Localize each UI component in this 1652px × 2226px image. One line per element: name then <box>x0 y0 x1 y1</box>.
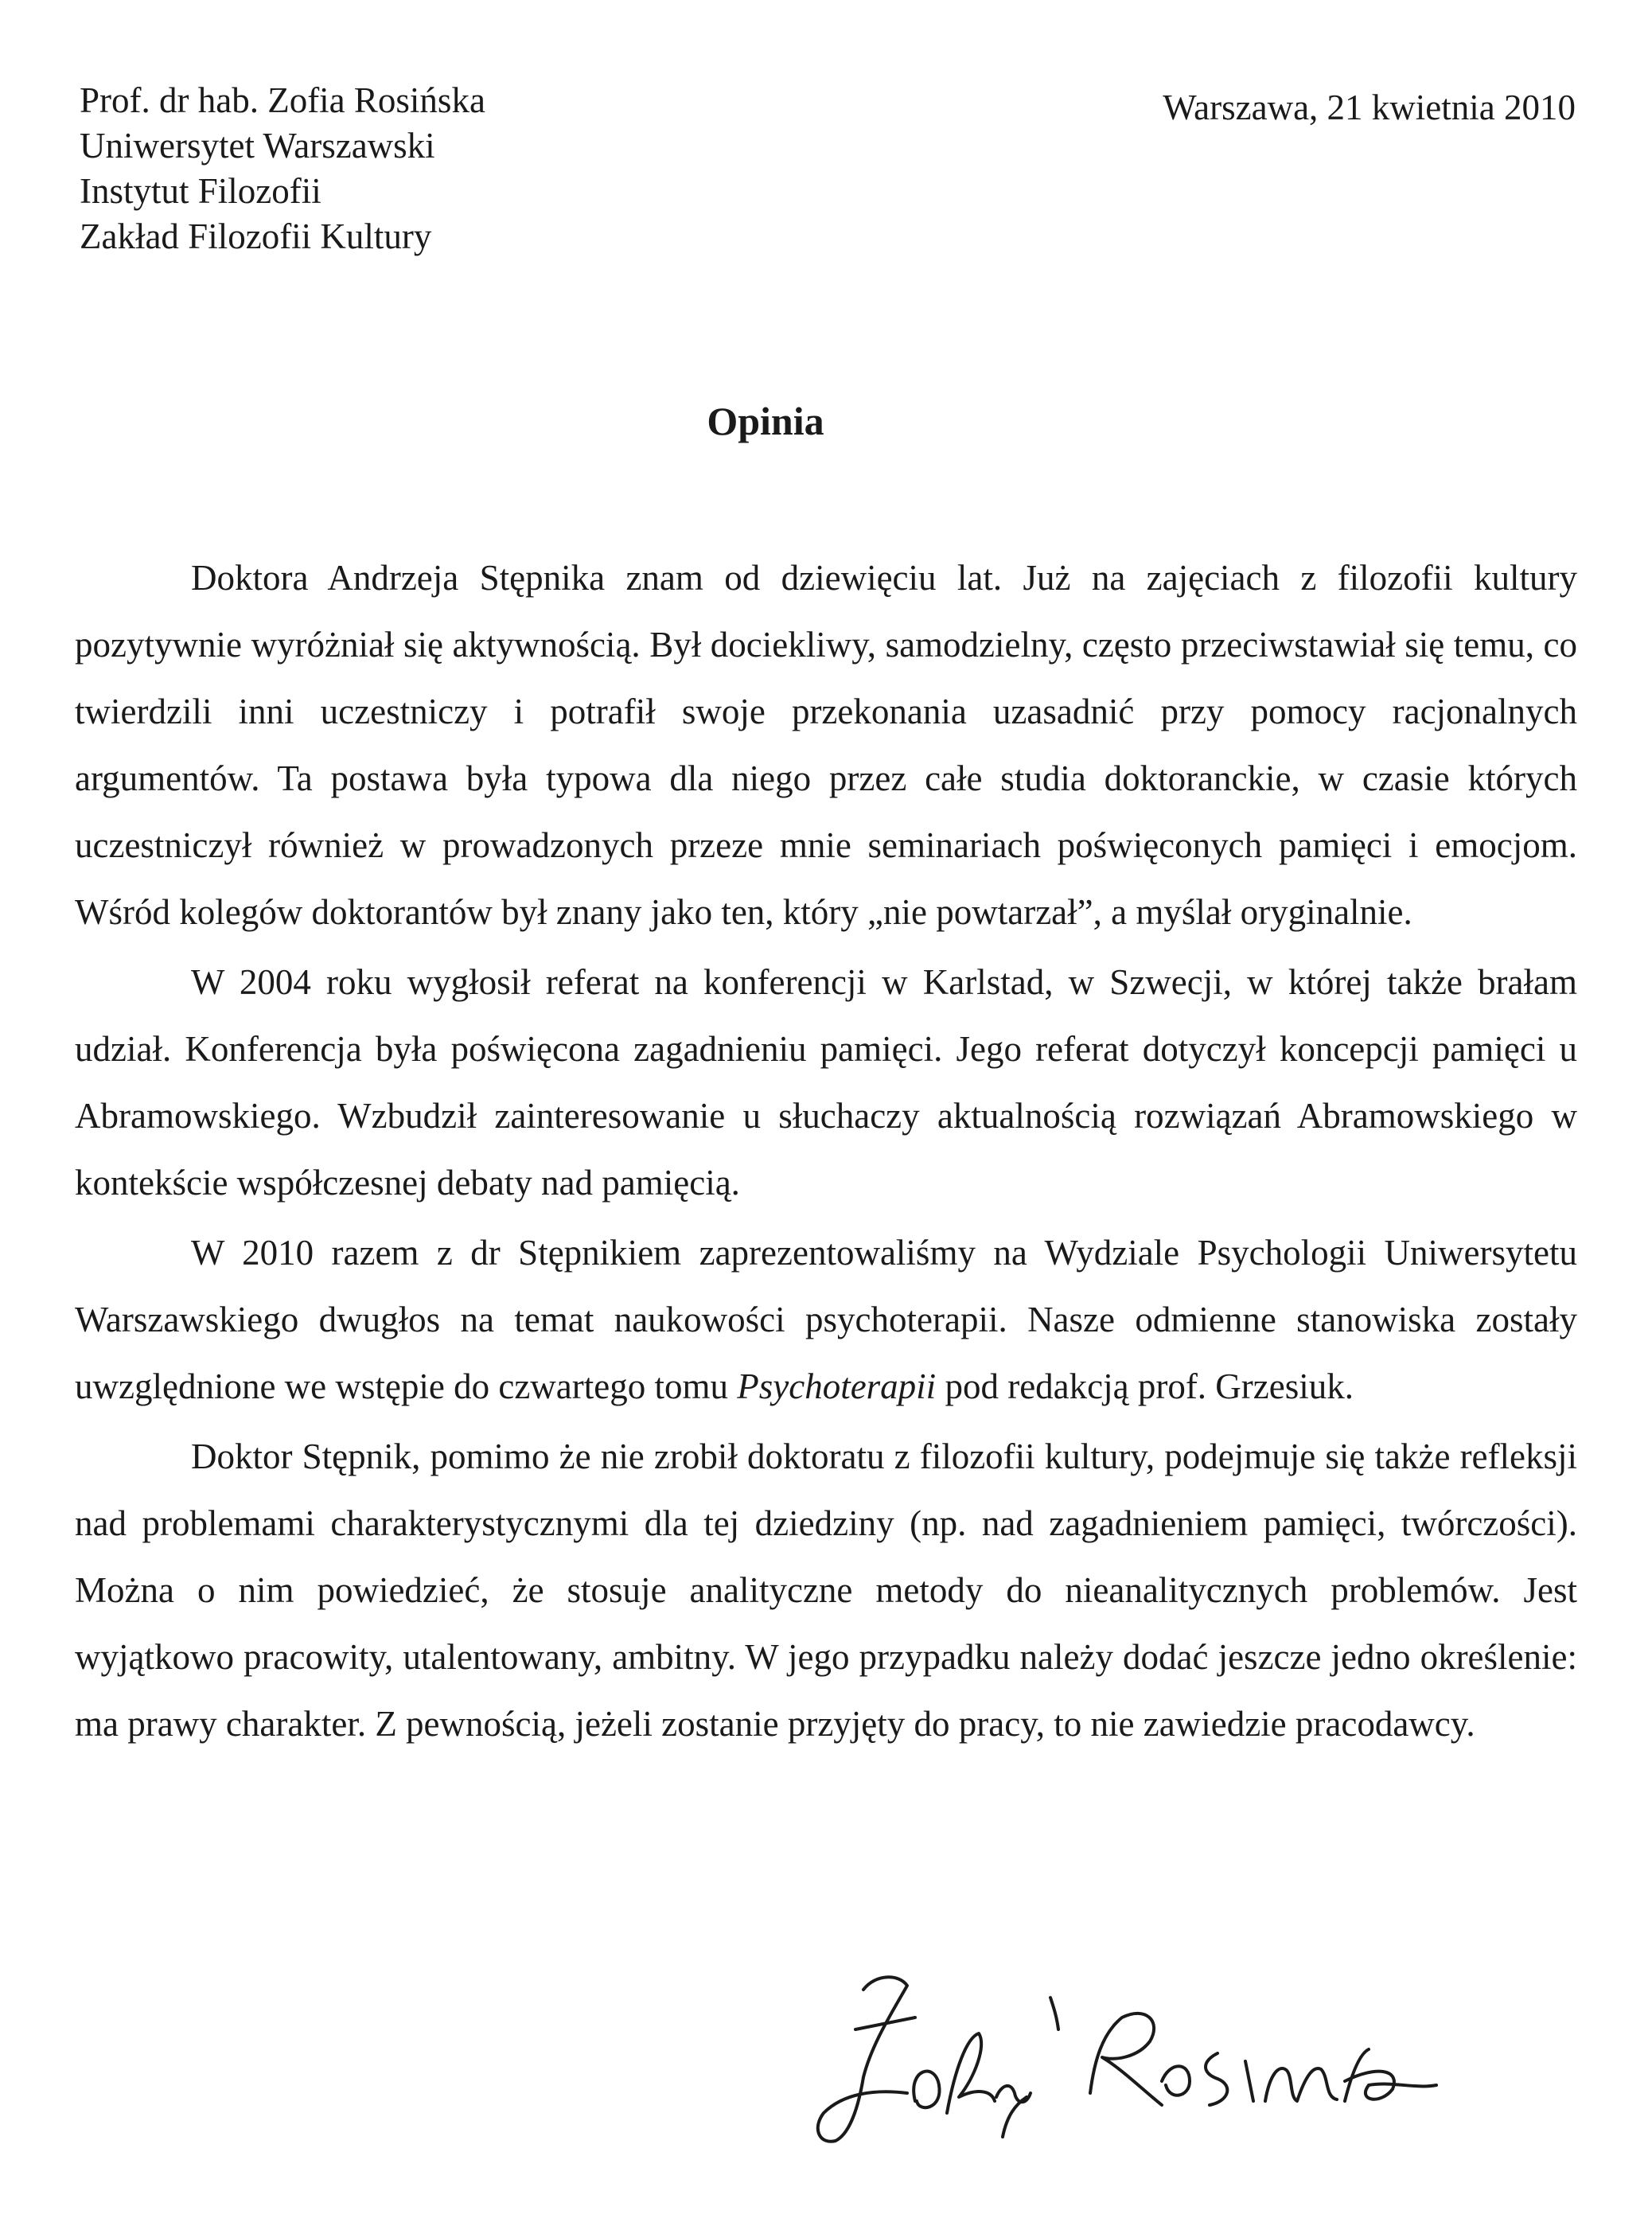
paragraph-3 <box>75 1219 1577 1420</box>
document-title: Opinia <box>707 399 824 443</box>
book-title: Psychoterapii <box>737 1366 937 1406</box>
letter-body <box>75 544 1577 1760</box>
handwritten-signature <box>788 1942 1440 2181</box>
paragraph-3-text-end: pod redakcją prof. Grzesiuk. <box>936 1366 1354 1406</box>
sender-department: Zakład Filozofii Kultury <box>80 216 432 256</box>
sender-block <box>80 78 485 259</box>
paragraph-1: Doktora Andrzeja Stępnika znam od dziewięciu lat. Już na zajęciach z filozofii kultury pozytywnie wyróżniał się aktywnością. Był dociekliwy, samodzielny, często przeciwstawiał się temu, co twierdzili inni uczestniczy i potrafił swoje przekonania uzasadnić przy pomocy racjonalnych argumentów. Ta postawa była typowa dla niego przez całe studia doktoranckie, w czasie których uczestniczył również w prowadzonych przeze mnie seminariach poświęconych pamięci i emocjom. Wśród kolegów doktorantów był znany jako ten, który „nie powtarzał”, a myślał oryginalnie. <box>75 558 1577 932</box>
place-and-date: Warszawa, 21 kwietnia 2010 <box>1163 88 1576 127</box>
sender-university: Uniwersytet Warszawski <box>80 126 435 166</box>
paragraph-3-text-start: W 2010 razem z dr Stępnikiem zaprezentowaliśmy na Wydziale Psychologii Uniwersytetu Warszawskiego dwugłos na temat naukowości psychoterapii. Nasze odmienne stanowiska zostały uwzględnione we wstępie do czwartego tomu <box>75 1233 1577 1406</box>
paragraph-4: Doktor Stępnik, pomimo że nie zrobił doktoratu z filozofii kultury, podejmuje się także refleksji nad problemami charakterystycznymi dla tej dziedziny (np. nad zagadnieniem pamięci, twórczości). Można o nim powiedzieć, że stosuje analityczne metody do nieanalitycznych problemów. Jest wyjątkowo pracowity, utalentowany, ambitny. W jego przypadku należy dodać jeszcze jedno określenie: ma prawy charakter. Z pewnością, jeżeli zostanie przyjęty do pracy, to nie zawiedzie pracodawcy. <box>75 1437 1577 1744</box>
paragraph-2: W 2004 roku wygłosił referat na konferencji w Karlstad, w Szwecji, w której także brałam udział. Konferencja była poświęcona zagadnieniu pamięci. Jego referat dotyczył koncepcji pamięci u Abramowskiego. Wzbudził zainteresowanie u słuchaczy aktualnością rozwiązań Abramowskiego w kontekście współczesnej debaty nad pamięcią. <box>75 962 1577 1203</box>
sender-institute: Instytut Filozofii <box>80 171 321 211</box>
sender-name: Prof. dr hab. Zofia Rosińska <box>80 80 485 120</box>
